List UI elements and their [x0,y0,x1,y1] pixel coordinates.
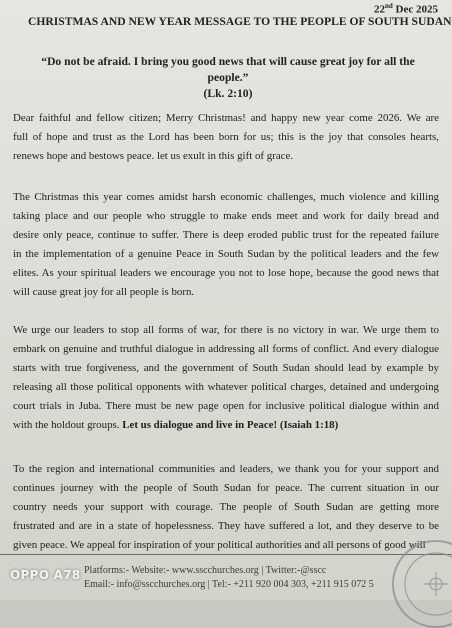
paragraph-line: releasing all those political opponents with whatever political charges, detained and undergoing [13,381,439,393]
paragraph-line: frustrated and are in a state of hopelessness. They have suffered a lot, and they deserve to be [13,520,439,532]
paragraph-line: continues journey with the people of South Sudan for peace. The current situation in our [13,482,439,494]
paragraph-leaders [13,321,439,435]
paragraph-line: elites. As your spiritual leaders we encourage you not to lose hope, because the good news that [13,267,439,279]
paragraph-line: country needs your support with courage. The people of South Sudan are getting more [13,501,439,513]
seal-ring-icon [394,542,452,626]
document-title: CHRISTMAS AND NEW YEAR MESSAGE TO THE PEOPLE OF SOUTH SUDAN [28,15,452,28]
paragraph-line [13,416,439,435]
camera-watermark: OPPO A78 [10,568,81,582]
paragraph-line: Dear faithful and fellow citizen; Merry Christmas! and happy new year come 2026. We are [13,112,439,124]
paragraph-line: taking place and our people who struggle to make ends meet and work for daily bread and [13,210,439,222]
paragraph-line-text: with the holdout groups. [13,419,123,431]
paragraph-international [13,460,439,555]
paragraph-line: We urge our leaders to stop all forms of war, for there is no victory in war. We urge them to [13,324,439,336]
paragraph-line: renews hope and bestows peace. let us exult in this gift of grace. [13,150,294,162]
footer-platforms: Platforms:- Website:- www.sscchurches.org | Twitter:-@sscc [84,565,327,576]
paragraph-line: given peace. We appeal for inspiration of your political authorities and all persons of good will [13,539,426,551]
letter-date [374,2,438,16]
scripture-quote [20,54,436,102]
paragraph-greeting [13,109,439,166]
paragraph-christmas [13,188,439,302]
paragraph-line: To the region and international communities and leaders, we thank you for your support and [13,463,439,475]
paragraph-line: starts with true forgiveness, and the government of South Sudan should lead by example by [13,362,439,374]
bold-appeal: Let us dialogue and live in Peace! (Isaiah 1:18) [122,419,339,431]
paragraph-line: embark on genuine and truthful dialogue in addressing all forms of conflict. And every dialogue [13,343,439,355]
paragraph-line: in the implementation of a genuine Peace in South Sudan by the political leaders and the few [13,248,439,260]
date-suffix: nd [384,2,393,10]
paragraph-line: The Christmas this year comes amidst harsh economic challenges, much violence and killing [13,191,439,203]
paragraph-line: will cause great joy for all people is born. [13,286,195,298]
quote-text: “Do not be afraid. I bring you good news that will cause great joy for all the people.” [41,55,415,84]
footer-email-tel: Email:- info@sscchurches.org | Tel:- +211 920 004 303, +211 915 072 5 [84,579,374,590]
date-day: 22 [373,3,385,16]
quote-reference: (Lk. 2:10) [203,87,253,100]
paragraph-line: full of hope and trust as the Lord has been born for us; this is the joy that consoles hearts, [13,131,439,143]
church-seal-stamp [392,540,452,628]
paragraph-line: court trials in Juba. There must be new page open for inclusive political dialogue within and [13,400,439,412]
footer-divider [0,554,452,555]
paragraph-line: desire only peace, continue to suffer. There is deep eroded public trust for the repeated failure [13,229,439,241]
date-month-year: Dec 2025 [392,3,438,16]
